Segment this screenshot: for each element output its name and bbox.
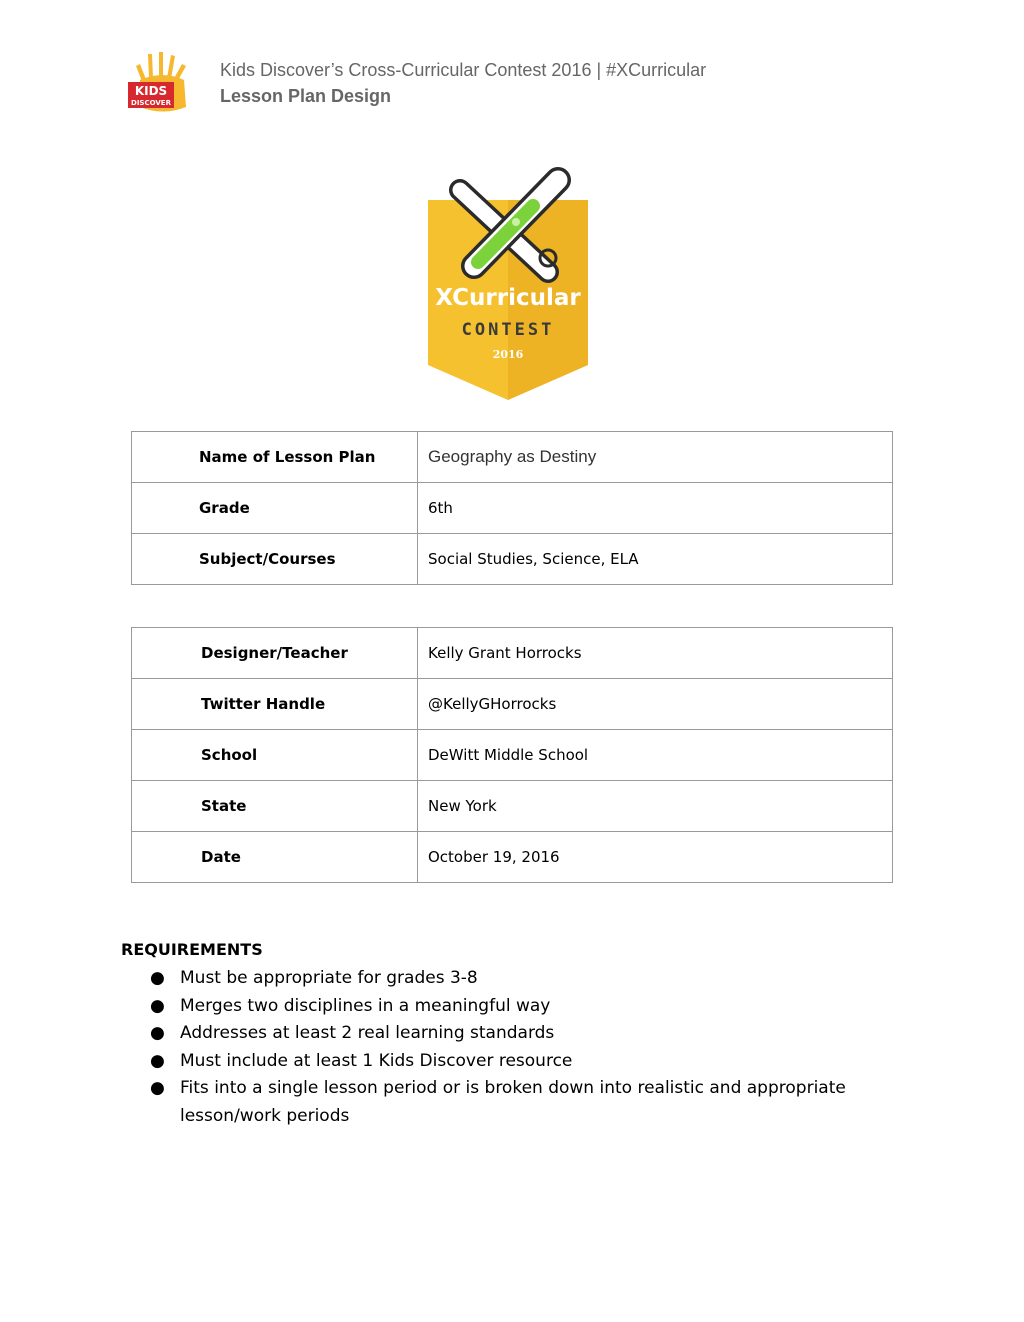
list-item: ● Must include at least 1 Kids Discover resource xyxy=(121,1048,881,1076)
table-row xyxy=(132,679,893,730)
table-label: Designer/Teacher xyxy=(132,628,418,679)
designer-info-table xyxy=(131,627,893,883)
table-label: School xyxy=(132,730,418,781)
list-item: ● Must be appropriate for grades 3-8 xyxy=(121,965,881,993)
bullet-icon: ● xyxy=(150,968,165,988)
table-row xyxy=(132,781,893,832)
header-title: Kids Discover’s Cross-Curricular Contest 2016 | #XCurricular xyxy=(220,60,707,80)
table-label: Date xyxy=(132,832,418,883)
table-row xyxy=(132,483,893,534)
table-value: October 19, 2016 xyxy=(418,832,893,883)
table-value: Kelly Grant Horrocks xyxy=(418,628,893,679)
svg-text:DISCOVER: DISCOVER xyxy=(131,99,171,107)
table-label: Twitter Handle xyxy=(132,679,418,730)
bullet-icon: ● xyxy=(150,1050,165,1071)
page-header xyxy=(126,52,926,116)
table-row xyxy=(132,832,893,883)
bullet-icon: ● xyxy=(150,1078,165,1098)
lesson-info-table xyxy=(131,431,893,585)
badge-title: XCurricular xyxy=(435,285,581,311)
table-row xyxy=(132,534,893,585)
requirements-title: REQUIREMENTS xyxy=(121,940,263,959)
table-value: 6th xyxy=(418,483,893,534)
requirements-section xyxy=(121,940,881,1130)
list-item: ● Fits into a single lesson period or is broken down into realistic and appropriate lesson/work periods xyxy=(121,1075,881,1130)
xcurricular-badge xyxy=(418,160,598,405)
svg-text:KIDS: KIDS xyxy=(134,84,168,98)
table-label: Name of Lesson Plan xyxy=(132,432,418,483)
table-value: Geography as Destiny xyxy=(418,432,893,483)
table-row xyxy=(132,628,893,679)
badge-subtitle: CONTEST xyxy=(461,320,555,340)
table-value: Social Studies, Science, ELA xyxy=(418,534,893,585)
list-item: ● Merges two disciplines in a meaningful way xyxy=(121,993,881,1021)
list-item: ● Addresses at least 2 real learning standards xyxy=(121,1020,881,1048)
header-subtitle: Lesson Plan Design xyxy=(220,86,392,106)
kids-discover-logo xyxy=(126,52,200,114)
requirements-list xyxy=(121,965,881,1130)
table-label: State xyxy=(132,781,418,832)
table-value: @KellyGHorrocks xyxy=(418,679,893,730)
table-row xyxy=(132,730,893,781)
table-row xyxy=(132,432,893,483)
table-label: Subject/Courses xyxy=(132,534,418,585)
bullet-icon: ● xyxy=(150,1023,165,1043)
table-label: Grade xyxy=(132,483,418,534)
table-value: New York xyxy=(418,781,893,832)
badge-year: 2016 xyxy=(492,348,524,361)
bullet-icon: ● xyxy=(150,995,165,1016)
table-value: DeWitt Middle School xyxy=(418,730,893,781)
